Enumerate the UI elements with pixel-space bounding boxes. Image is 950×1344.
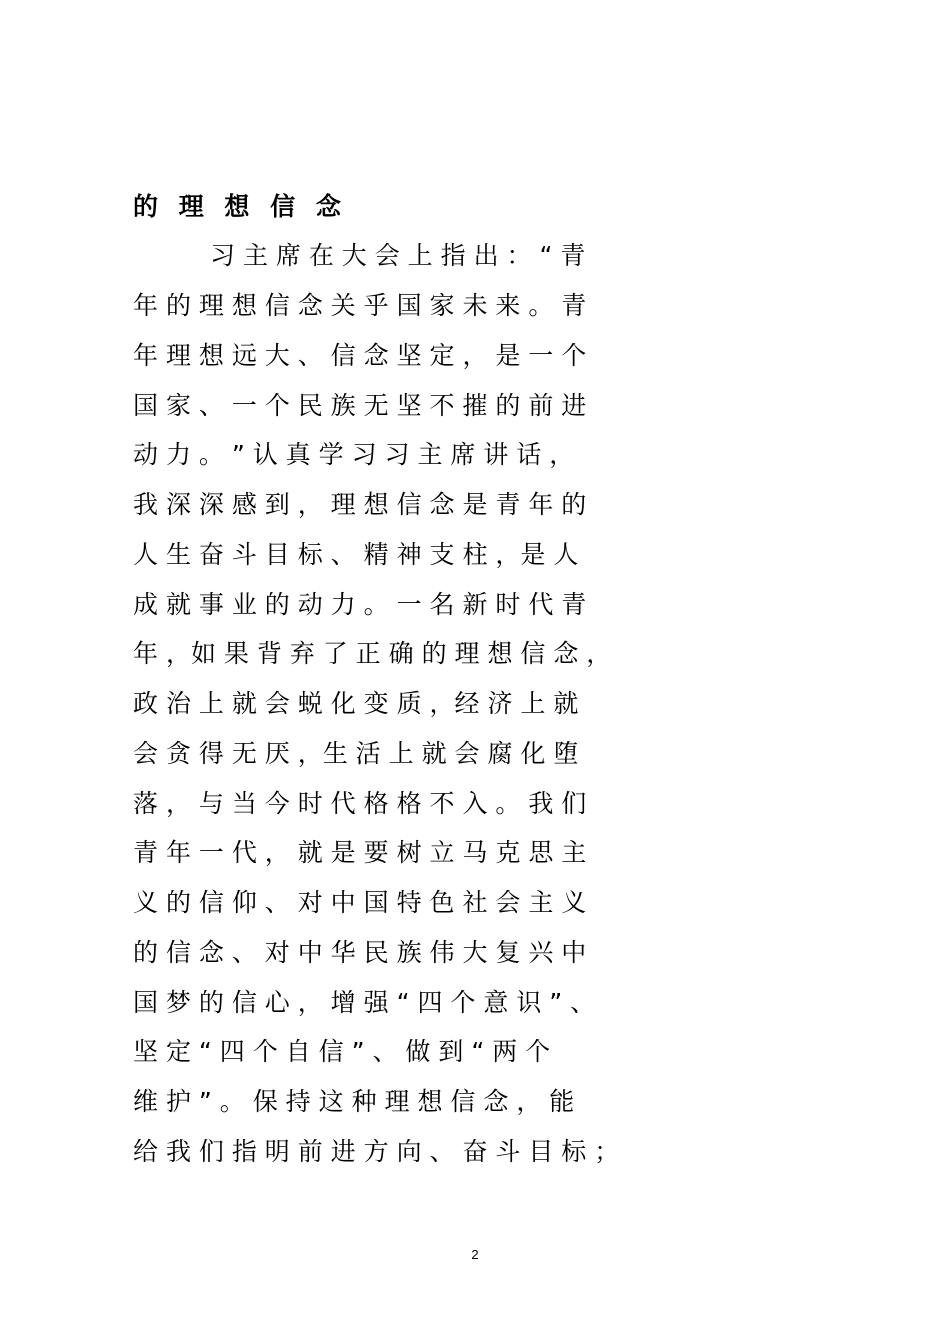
paragraph-line: 给 我 们 指 明 前 进 方 向 、 奋 斗 目 标 ； <box>133 1137 620 1166</box>
section-heading: 的 理 想 信 念 <box>133 192 347 221</box>
paragraph-line: 国 家 、 一 个 民 族 无 坚 不 摧 的 前 进 <box>133 391 587 420</box>
paragraph-line: 我 深 深 感 到 ， 理 想 信 念 是 青 年 的 <box>133 490 587 519</box>
paragraph-line: 年 的 理 想 信 念 关 乎 国 家 未 来 。 青 <box>133 291 587 320</box>
paragraph-line: 会 贪 得 无 厌 ，生 活 上 就 会 腐 化 堕 <box>133 739 579 768</box>
paragraph-line: 的 信 念 、 对 中 华 民 族 伟 大 复 兴 中 <box>133 938 587 967</box>
page-number: 2 <box>471 1247 479 1262</box>
paragraph-line: 义 的 信 仰 、 对 中 国 特 色 社 会 主 义 <box>133 888 587 917</box>
paragraph-line: 习 主 席 在 大 会 上 指 出 ： “ 青 <box>210 241 586 270</box>
paragraph-line: 动 力 。 ” 认 真 学 习 习 主 席 讲 话 ， <box>133 440 575 469</box>
paragraph-line: 人 生 奋 斗 目 标 、 精 神 支 柱 ，是 人 <box>133 540 579 569</box>
paragraph-line: 年 理 想 远 大 、 信 念 坚 定 ， 是 一 个 <box>133 341 587 370</box>
paragraph-line: 国 梦 的 信 心 ， 增 强 “ 四 个 意 识 ” 、 <box>133 988 596 1017</box>
paragraph-line: 落 ， 与 当 今 时 代 格 格 不 入 。 我 们 <box>133 789 587 818</box>
paragraph-line: 维 护 ” 。 保 持 这 种 理 想 信 念 ， 能 <box>133 1087 575 1116</box>
paragraph-line: 青 年 一 代 ， 就 是 要 树 立 马 克 思 主 <box>133 838 587 867</box>
paragraph-line: 年 ，如 果 背 弃 了 正 确 的 理 想 信 念 ， <box>133 639 612 668</box>
paragraph-line: 政 治 上 就 会 蜕 化 变 质 ，经 济 上 就 <box>133 689 579 718</box>
paragraph-line: 成 就 事 业 的 动 力 。 一 名 新 时 代 青 <box>133 590 587 619</box>
paragraph-line: 坚 定 “ 四 个 自 信 ” 、 做 到 “ 两 个 <box>133 1037 551 1066</box>
